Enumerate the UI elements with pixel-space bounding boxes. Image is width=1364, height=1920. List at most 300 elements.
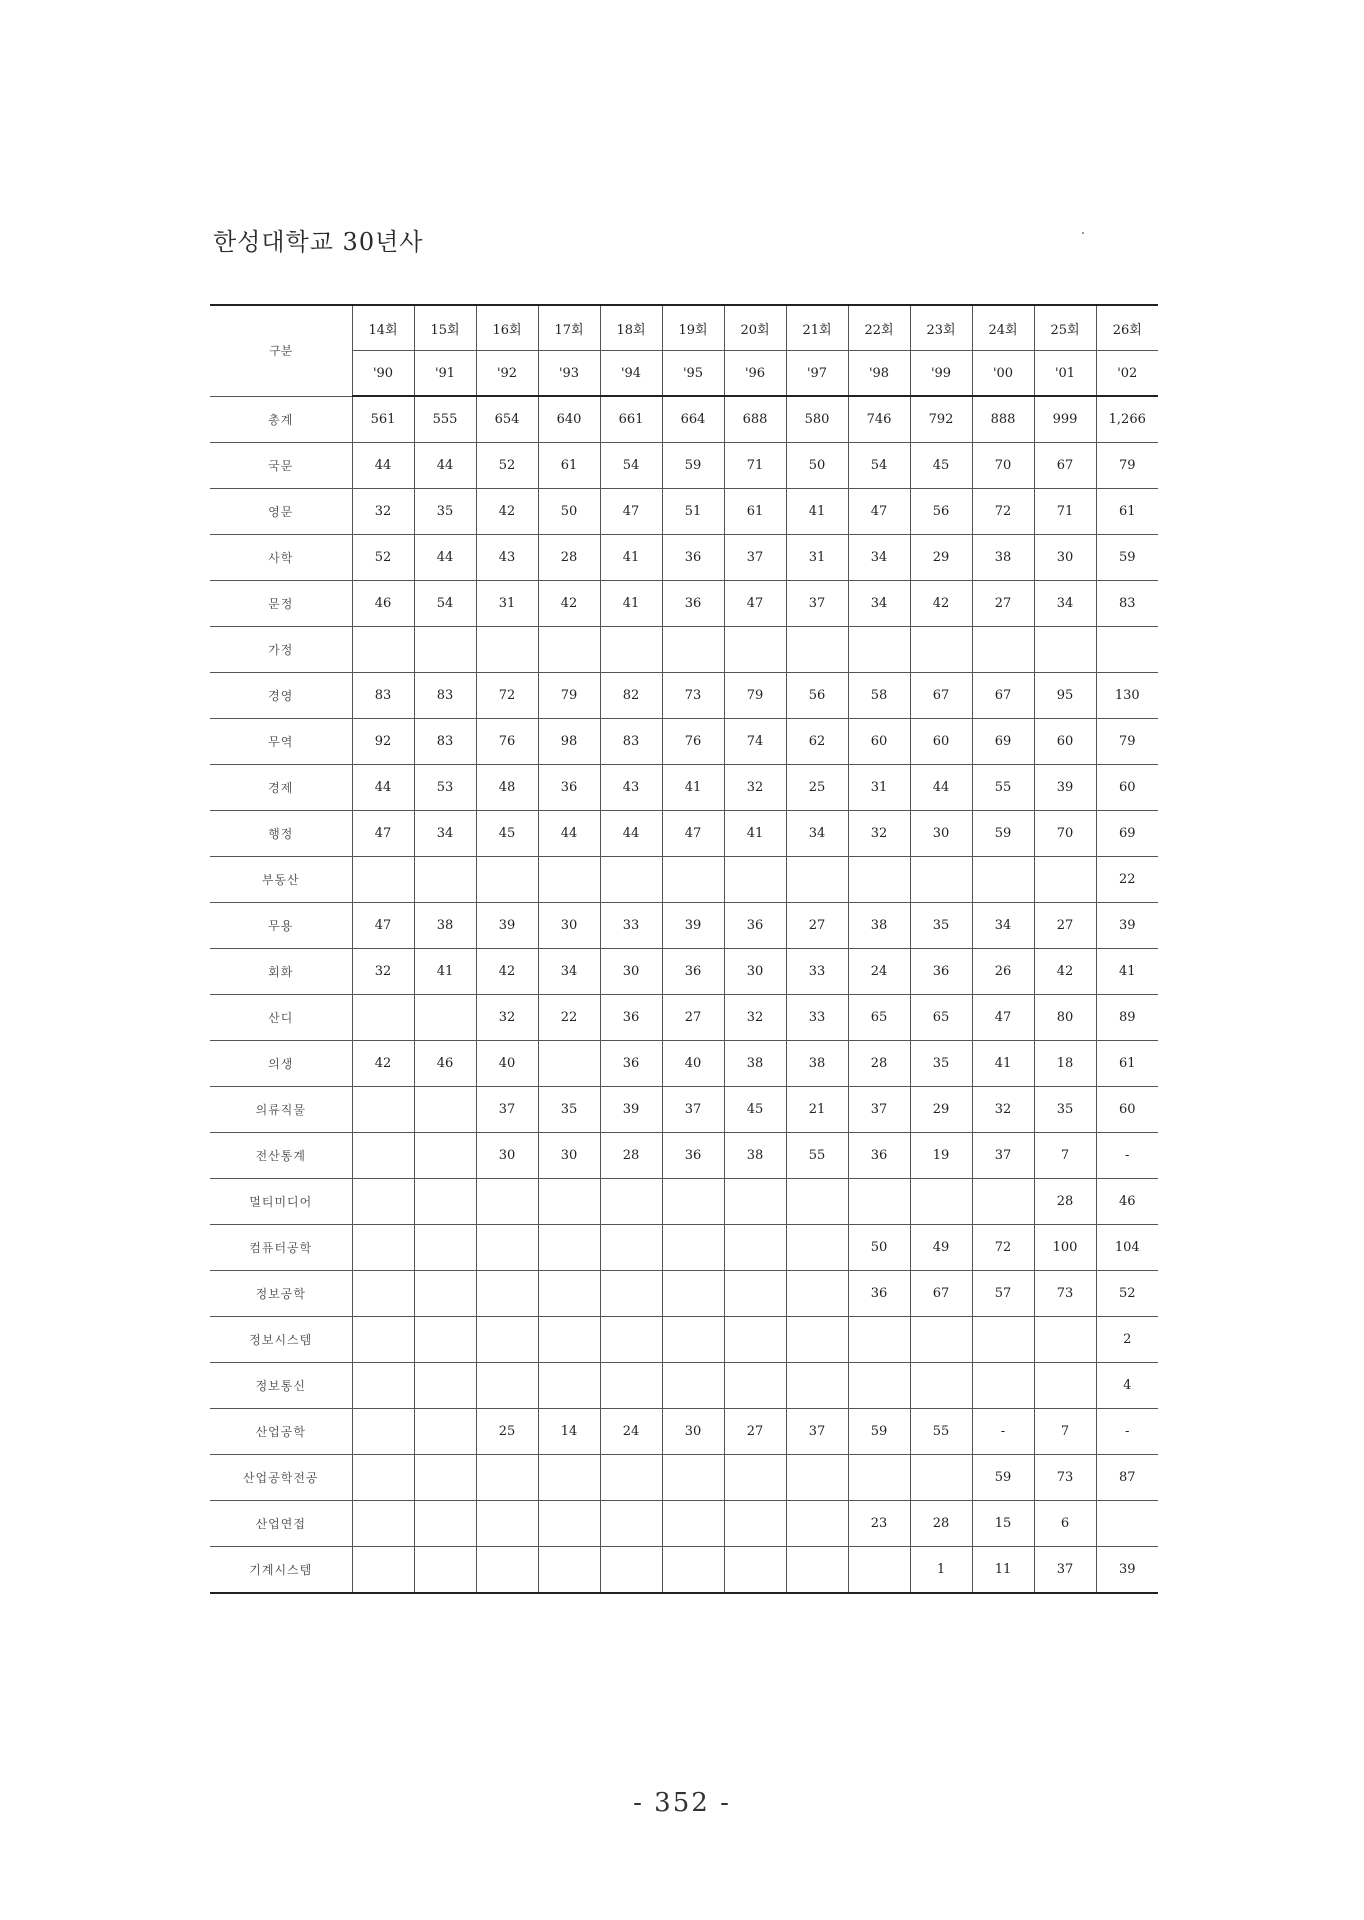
table-cell: 65 xyxy=(910,995,972,1041)
table-cell: 50 xyxy=(848,1225,910,1271)
session-header: 23회 xyxy=(910,305,972,351)
table-cell xyxy=(538,1225,600,1271)
table-cell xyxy=(538,1317,600,1363)
year-header: '02 xyxy=(1096,351,1158,397)
row-label: 정보공학 xyxy=(210,1271,352,1317)
table-row xyxy=(210,1455,1158,1501)
table-row xyxy=(210,1179,1158,1225)
row-label: 산업연접 xyxy=(210,1501,352,1547)
table-cell: 61 xyxy=(724,489,786,535)
table-cell: 42 xyxy=(476,949,538,995)
table-cell xyxy=(476,1501,538,1547)
session-header: 19회 xyxy=(662,305,724,351)
table-cell xyxy=(662,1455,724,1501)
table-cell: 39 xyxy=(476,903,538,949)
table-cell: 27 xyxy=(786,903,848,949)
table-cell: 30 xyxy=(1034,535,1096,581)
table-cell: 28 xyxy=(600,1133,662,1179)
session-header: 17회 xyxy=(538,305,600,351)
table-cell xyxy=(848,1317,910,1363)
table-cell: 67 xyxy=(910,673,972,719)
table-cell: 79 xyxy=(538,673,600,719)
table-row xyxy=(210,1501,1158,1547)
table-cell: 21 xyxy=(786,1087,848,1133)
table-row xyxy=(210,1087,1158,1133)
table-cell xyxy=(352,1133,414,1179)
table-cell xyxy=(600,627,662,673)
row-label: 산업공학전공 xyxy=(210,1455,352,1501)
table-cell: 67 xyxy=(972,673,1034,719)
table-cell: 7 xyxy=(1034,1133,1096,1179)
table-cell: 47 xyxy=(352,811,414,857)
row-label: 산업공학 xyxy=(210,1409,352,1455)
year-header: '90 xyxy=(352,351,414,397)
table-cell: 40 xyxy=(662,1041,724,1087)
session-header: 26회 xyxy=(1096,305,1158,351)
table-cell xyxy=(724,1179,786,1225)
table-cell xyxy=(414,1363,476,1409)
table-cell: 54 xyxy=(848,443,910,489)
table-cell xyxy=(662,1271,724,1317)
table-cell: 34 xyxy=(1034,581,1096,627)
table-cell: 82 xyxy=(600,673,662,719)
table-cell xyxy=(972,857,1034,903)
table-cell: 46 xyxy=(1096,1179,1158,1225)
table-cell xyxy=(352,1409,414,1455)
table-cell: 60 xyxy=(1034,719,1096,765)
table-cell: 661 xyxy=(600,396,662,443)
table-cell xyxy=(414,1179,476,1225)
table-cell: 73 xyxy=(1034,1271,1096,1317)
table-cell: 52 xyxy=(352,535,414,581)
table-cell: 67 xyxy=(910,1271,972,1317)
table-cell xyxy=(600,1317,662,1363)
table-cell: 43 xyxy=(476,535,538,581)
table-cell xyxy=(786,1501,848,1547)
table-cell: 72 xyxy=(972,1225,1034,1271)
table-cell xyxy=(786,627,848,673)
table-cell: 71 xyxy=(724,443,786,489)
table-cell xyxy=(600,1501,662,1547)
table-cell xyxy=(786,1271,848,1317)
table-cell: 65 xyxy=(848,995,910,1041)
table-cell: 34 xyxy=(786,811,848,857)
row-label: 회화 xyxy=(210,949,352,995)
table-cell: 83 xyxy=(352,673,414,719)
table-row xyxy=(210,489,1158,535)
table-cell: - xyxy=(972,1409,1034,1455)
table-cell xyxy=(476,1225,538,1271)
table-cell xyxy=(662,1179,724,1225)
table-row xyxy=(210,811,1158,857)
session-header: 21회 xyxy=(786,305,848,351)
table-cell: 46 xyxy=(414,1041,476,1087)
table-cell xyxy=(600,1455,662,1501)
table-cell: 61 xyxy=(1096,1041,1158,1087)
table-cell: 59 xyxy=(972,811,1034,857)
table-cell: 43 xyxy=(600,765,662,811)
table-cell: 60 xyxy=(848,719,910,765)
table-cell: 83 xyxy=(414,719,476,765)
table-cell xyxy=(910,1317,972,1363)
session-row xyxy=(210,305,1158,351)
table-cell xyxy=(972,1363,1034,1409)
table-row xyxy=(210,673,1158,719)
table-cell: 44 xyxy=(352,765,414,811)
scan-speck xyxy=(1082,232,1084,234)
table-cell: 45 xyxy=(476,811,538,857)
table-cell: 83 xyxy=(600,719,662,765)
table-row xyxy=(210,443,1158,489)
table-header xyxy=(210,305,1158,396)
table-cell: 32 xyxy=(352,949,414,995)
table-cell: 79 xyxy=(724,673,786,719)
table-cell: 54 xyxy=(414,581,476,627)
table-cell: 51 xyxy=(662,489,724,535)
table-cell xyxy=(414,1547,476,1594)
graduates-table xyxy=(210,304,1158,1594)
table-cell: 38 xyxy=(414,903,476,949)
table-cell: 36 xyxy=(662,581,724,627)
row-label: 가정 xyxy=(210,627,352,673)
table-cell: 37 xyxy=(1034,1547,1096,1594)
running-header: 한성대학교 30년사 xyxy=(213,228,424,256)
table-cell xyxy=(414,1409,476,1455)
table-cell xyxy=(538,1501,600,1547)
table-cell xyxy=(476,1363,538,1409)
row-label: 행정 xyxy=(210,811,352,857)
table-cell: 41 xyxy=(414,949,476,995)
table-cell: 36 xyxy=(662,535,724,581)
year-header: '95 xyxy=(662,351,724,397)
table-cell xyxy=(414,627,476,673)
table-cell: 47 xyxy=(600,489,662,535)
session-header: 24회 xyxy=(972,305,1034,351)
table-cell: 35 xyxy=(910,1041,972,1087)
row-label: 국문 xyxy=(210,443,352,489)
table-cell: 18 xyxy=(1034,1041,1096,1087)
table-cell: 52 xyxy=(476,443,538,489)
table-cell: 30 xyxy=(600,949,662,995)
year-header: '01 xyxy=(1034,351,1096,397)
table-cell xyxy=(476,1271,538,1317)
row-label: 컴퓨터공학 xyxy=(210,1225,352,1271)
table-cell: 30 xyxy=(538,1133,600,1179)
table-cell: 89 xyxy=(1096,995,1158,1041)
table-cell: 29 xyxy=(910,535,972,581)
session-header: 20회 xyxy=(724,305,786,351)
table-cell: 33 xyxy=(786,949,848,995)
table-cell: 45 xyxy=(910,443,972,489)
table-cell xyxy=(724,1271,786,1317)
table-cell: 41 xyxy=(724,811,786,857)
table-cell: 59 xyxy=(972,1455,1034,1501)
table-cell xyxy=(414,1501,476,1547)
table-cell: - xyxy=(1096,1133,1158,1179)
table-cell: 28 xyxy=(1034,1179,1096,1225)
table-cell xyxy=(786,1179,848,1225)
table-cell: 1 xyxy=(910,1547,972,1594)
table-cell xyxy=(600,1363,662,1409)
table-row xyxy=(210,581,1158,627)
table-cell xyxy=(910,857,972,903)
table-cell xyxy=(476,627,538,673)
table-cell: 74 xyxy=(724,719,786,765)
table-cell: 49 xyxy=(910,1225,972,1271)
table-cell: 56 xyxy=(786,673,848,719)
table-cell: 60 xyxy=(910,719,972,765)
table-cell: 59 xyxy=(1096,535,1158,581)
year-header: '91 xyxy=(414,351,476,397)
table-cell xyxy=(724,1317,786,1363)
table-cell xyxy=(662,627,724,673)
table-cell: 100 xyxy=(1034,1225,1096,1271)
table-cell xyxy=(352,995,414,1041)
table-cell: 59 xyxy=(662,443,724,489)
page-number: - 352 - xyxy=(633,1788,731,1818)
table-cell: 42 xyxy=(476,489,538,535)
table-cell xyxy=(662,1547,724,1594)
table-cell xyxy=(600,1547,662,1594)
table-cell: 39 xyxy=(1096,903,1158,949)
table-cell: 746 xyxy=(848,396,910,443)
table-cell xyxy=(352,1547,414,1594)
table-cell xyxy=(724,627,786,673)
table-cell: 34 xyxy=(972,903,1034,949)
table-cell xyxy=(848,627,910,673)
table-cell: 35 xyxy=(538,1087,600,1133)
table-cell: 36 xyxy=(848,1271,910,1317)
table-cell: 1,266 xyxy=(1096,396,1158,443)
session-header: 18회 xyxy=(600,305,662,351)
table-cell xyxy=(910,627,972,673)
table-cell: 46 xyxy=(352,581,414,627)
table-cell xyxy=(848,857,910,903)
table-cell: 34 xyxy=(848,535,910,581)
table-cell: 32 xyxy=(972,1087,1034,1133)
table-cell xyxy=(538,1547,600,1594)
table-cell: 61 xyxy=(1096,489,1158,535)
table-cell xyxy=(786,1547,848,1594)
table-cell: 7 xyxy=(1034,1409,1096,1455)
table-cell xyxy=(662,1317,724,1363)
table-cell: 580 xyxy=(786,396,848,443)
table-cell xyxy=(414,1455,476,1501)
table-cell: 36 xyxy=(724,903,786,949)
table-cell: 53 xyxy=(414,765,476,811)
table-cell: 98 xyxy=(538,719,600,765)
table-cell: 14 xyxy=(538,1409,600,1455)
table-cell: 44 xyxy=(600,811,662,857)
table-cell: 47 xyxy=(352,903,414,949)
table-row xyxy=(210,1133,1158,1179)
table-cell xyxy=(786,1317,848,1363)
table-cell: 32 xyxy=(848,811,910,857)
table-cell xyxy=(724,1225,786,1271)
table-cell: 39 xyxy=(600,1087,662,1133)
table-cell xyxy=(414,857,476,903)
table-cell: 34 xyxy=(538,949,600,995)
table-cell xyxy=(786,1455,848,1501)
table-cell xyxy=(538,1363,600,1409)
table-cell: 25 xyxy=(476,1409,538,1455)
table-cell: 30 xyxy=(910,811,972,857)
table-cell: 57 xyxy=(972,1271,1034,1317)
session-header: 16회 xyxy=(476,305,538,351)
table-cell: 19 xyxy=(910,1133,972,1179)
table-cell: 4 xyxy=(1096,1363,1158,1409)
table-row xyxy=(210,719,1158,765)
table-cell xyxy=(972,1317,1034,1363)
table-row xyxy=(210,995,1158,1041)
table-cell: 79 xyxy=(1096,719,1158,765)
table-cell xyxy=(352,1179,414,1225)
table-cell: 76 xyxy=(662,719,724,765)
table-cell: 26 xyxy=(972,949,1034,995)
table-cell xyxy=(724,857,786,903)
table-cell xyxy=(910,1179,972,1225)
table-cell xyxy=(352,1087,414,1133)
table-cell: 37 xyxy=(476,1087,538,1133)
table-cell: 69 xyxy=(1096,811,1158,857)
table-cell xyxy=(786,857,848,903)
table-cell: 28 xyxy=(538,535,600,581)
corner-label: 구분 xyxy=(210,305,352,396)
table-cell: 70 xyxy=(972,443,1034,489)
year-header: '97 xyxy=(786,351,848,397)
table-cell xyxy=(538,1041,600,1087)
table-cell: 34 xyxy=(414,811,476,857)
table-cell: 80 xyxy=(1034,995,1096,1041)
table-cell: 47 xyxy=(662,811,724,857)
table-cell xyxy=(724,1501,786,1547)
session-header: 22회 xyxy=(848,305,910,351)
table-cell: 50 xyxy=(786,443,848,489)
table-cell: 36 xyxy=(600,1041,662,1087)
table-cell: 44 xyxy=(414,535,476,581)
table-cell: 25 xyxy=(786,765,848,811)
table-cell xyxy=(538,627,600,673)
table-cell: 999 xyxy=(1034,396,1096,443)
table-cell: 6 xyxy=(1034,1501,1096,1547)
table-cell: 34 xyxy=(848,581,910,627)
table-cell xyxy=(972,1179,1034,1225)
table-cell: 35 xyxy=(910,903,972,949)
table-cell xyxy=(1034,627,1096,673)
table-cell xyxy=(414,1133,476,1179)
table-cell: 32 xyxy=(476,995,538,1041)
table-row xyxy=(210,1041,1158,1087)
table-cell xyxy=(1034,1363,1096,1409)
table-cell: 664 xyxy=(662,396,724,443)
table-cell: 39 xyxy=(662,903,724,949)
table-cell: 28 xyxy=(848,1041,910,1087)
row-label: 산디 xyxy=(210,995,352,1041)
row-label: 사학 xyxy=(210,535,352,581)
table-cell: 31 xyxy=(786,535,848,581)
table-cell: - xyxy=(1096,1409,1158,1455)
table-cell xyxy=(662,1501,724,1547)
table-cell: 42 xyxy=(910,581,972,627)
table-cell: 29 xyxy=(910,1087,972,1133)
table-cell: 52 xyxy=(1096,1271,1158,1317)
year-header: '00 xyxy=(972,351,1034,397)
row-label: 멀티미디어 xyxy=(210,1179,352,1225)
table-cell: 56 xyxy=(910,489,972,535)
table-cell: 23 xyxy=(848,1501,910,1547)
table-row xyxy=(210,765,1158,811)
row-label: 전산통계 xyxy=(210,1133,352,1179)
table-cell: 22 xyxy=(1096,857,1158,903)
table-cell xyxy=(786,1225,848,1271)
table-cell: 67 xyxy=(1034,443,1096,489)
row-label: 무역 xyxy=(210,719,352,765)
table-cell xyxy=(476,857,538,903)
table-cell: 33 xyxy=(786,995,848,1041)
table-cell: 76 xyxy=(476,719,538,765)
table-cell: 32 xyxy=(724,765,786,811)
table-cell: 70 xyxy=(1034,811,1096,857)
table-cell: 37 xyxy=(972,1133,1034,1179)
table-cell xyxy=(414,995,476,1041)
table-cell: 55 xyxy=(910,1409,972,1455)
table-cell: 792 xyxy=(910,396,972,443)
row-label: 영문 xyxy=(210,489,352,535)
table-row xyxy=(210,1317,1158,1363)
table-row xyxy=(210,903,1158,949)
table-cell: 36 xyxy=(910,949,972,995)
row-label: 의생 xyxy=(210,1041,352,1087)
table-cell xyxy=(538,1179,600,1225)
table-cell: 2 xyxy=(1096,1317,1158,1363)
table-cell: 44 xyxy=(538,811,600,857)
table-cell: 79 xyxy=(1096,443,1158,489)
table-cell: 27 xyxy=(724,1409,786,1455)
table-cell: 27 xyxy=(972,581,1034,627)
table-cell: 47 xyxy=(848,489,910,535)
table-cell xyxy=(476,1179,538,1225)
table-cell: 640 xyxy=(538,396,600,443)
table-cell: 55 xyxy=(972,765,1034,811)
row-label: 경제 xyxy=(210,765,352,811)
table-cell: 35 xyxy=(1034,1087,1096,1133)
row-label: 총계 xyxy=(210,396,352,443)
table-cell xyxy=(352,1455,414,1501)
table-cell: 37 xyxy=(786,1409,848,1455)
row-label: 무용 xyxy=(210,903,352,949)
session-header: 14회 xyxy=(352,305,414,351)
year-row xyxy=(210,351,1158,397)
table-cell: 47 xyxy=(724,581,786,627)
table-cell xyxy=(352,1225,414,1271)
year-header: '96 xyxy=(724,351,786,397)
table-cell: 561 xyxy=(352,396,414,443)
table-cell xyxy=(848,1363,910,1409)
table-cell xyxy=(352,627,414,673)
table-cell: 44 xyxy=(414,443,476,489)
table-cell: 73 xyxy=(1034,1455,1096,1501)
year-header: '94 xyxy=(600,351,662,397)
table-cell xyxy=(476,1455,538,1501)
table-row xyxy=(210,857,1158,903)
table-cell: 37 xyxy=(786,581,848,627)
table-row xyxy=(210,1409,1158,1455)
table-cell: 62 xyxy=(786,719,848,765)
table-cell: 15 xyxy=(972,1501,1034,1547)
session-header: 25회 xyxy=(1034,305,1096,351)
table-cell xyxy=(724,1455,786,1501)
table-cell: 24 xyxy=(600,1409,662,1455)
